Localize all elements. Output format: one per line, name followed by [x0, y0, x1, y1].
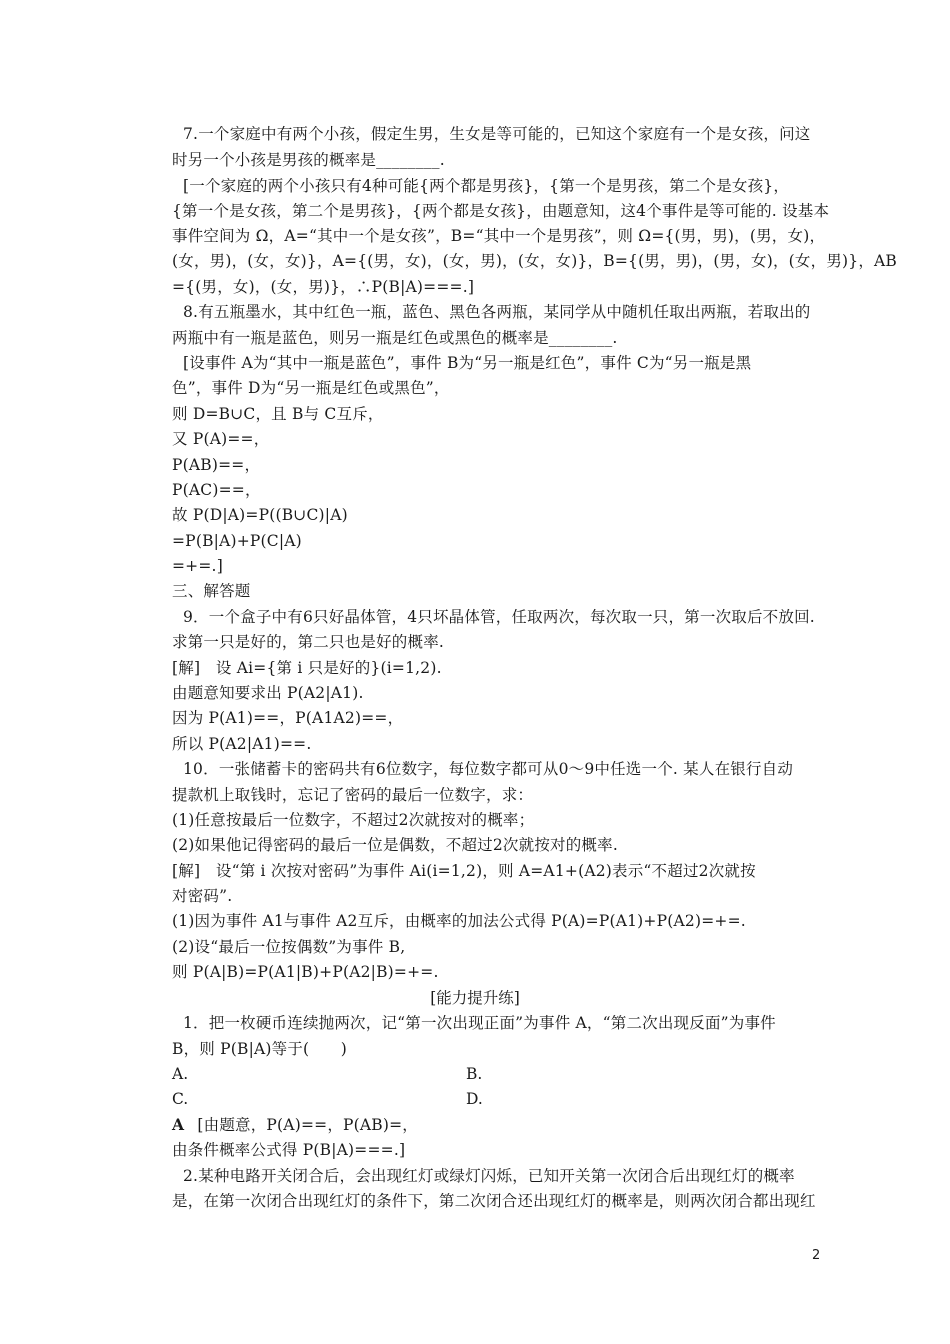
q8-solution-9: =+=.]: [172, 557, 223, 575]
p1-solution-2: 由条件概率公式得 P(B|A)===.]: [172, 1141, 406, 1159]
ability-section-title: [能力提升练]: [430, 989, 520, 1007]
q7-line-2: 时另一个小孩是男孩的概率是________.: [172, 151, 445, 169]
q9-solution-1: [解] 设 Ai={第 i 只是好的}(i=1,2).: [172, 659, 442, 677]
q10-line-1: 10．一张储蓄卡的密码共有6位数字，每位数字都可从0～9中任选一个. 某人在银行自动: [183, 760, 794, 778]
q8-solution-4: 又 P(A)==，: [172, 430, 270, 448]
q10-part-1: (1)任意按最后一位数字，不超过2次就按对的概率；: [172, 811, 535, 829]
q7-solution-3: 事件空间为 Ω，A=“其中一个是女孩”，B=“其中一个是男孩”，则 Ω={(男，男)，(男，女)，: [172, 227, 826, 245]
q8-solution-1: [设事件 A为“其中一瓶是蓝色”，事件 B为“另一瓶是红色”，事件 C为“另一瓶是黑: [183, 354, 752, 372]
option-c: C.: [172, 1090, 189, 1108]
q10-solution-3: (1)因为事件 A1与事件 A2互斥，由概率的加法公式得 P(A)=P(A1)+P(A2)=+=.: [172, 912, 746, 930]
p1-answer-line: [172, 1115, 418, 1135]
q9-solution-2: 由题意知要求出 P(A2|A1).: [172, 684, 364, 702]
p1-line-1: 1．把一枚硬币连续抛两次，记“第一次出现正面”为事件 A，“第二次出现反面”为事件: [183, 1014, 776, 1032]
q10-line-2: 提款机上取钱时，忘记了密码的最后一位数字，求：: [172, 786, 534, 804]
q10-part-2: (2)如果他记得密码的最后一位是偶数，不超过2次就按对的概率.: [172, 836, 618, 854]
option-a: A.: [172, 1065, 189, 1083]
q7-solution-2: {第一个是女孩，第二个是男孩}，{两个都是女孩}，由题意知，这4个事件是等可能的. 设基本: [172, 202, 830, 220]
q8-line-2: 两瓶中有一瓶是蓝色，则另一瓶是红色或黑色的概率是________.: [172, 329, 618, 347]
section-heading: 三、解答题: [172, 582, 251, 600]
p2-line-2: 是，在第一次闭合出现红灯的条件下，第二次闭合还出现红灯的概率是，则两次闭合都出现红: [172, 1192, 816, 1210]
q7-solution-5: ={(男，女)，(女，男)}，∴P(B|A)===.]: [172, 278, 475, 296]
q8-solution-7: 故 P(D|A)=P((B∪C)|A): [172, 506, 348, 524]
option-d: D.: [466, 1090, 483, 1108]
q8-solution-2: 色”，事件 D为“另一瓶是红色或黑色”，: [172, 379, 450, 397]
q8-solution-6: P(AC)==，: [172, 481, 261, 499]
q10-solution-1: [解] 设“第 i 次按对密码”为事件 Ai(i=1,2)，则 A=A1+(A2)表示“不超过2次就按: [172, 862, 756, 880]
p2-line-1: 2.某种电路开关闭合后，会出现红灯或绿灯闪烁，已知开关第一次闭合后出现红灯的概率: [183, 1167, 795, 1185]
q9-line-1: 9．一个盒子中有6只好晶体管，4只坏晶体管，任取两次，每次取一只，第一次取后不放回.: [183, 608, 815, 626]
q7-line-1: 7.一个家庭中有两个小孩，假定生男，生女是等可能的，已知这个家庭有一个是女孩，问这: [183, 125, 811, 143]
q7-solution-4: (女，男)，(女，女)}，A={(男，女)，(女，男)，(女，女)}，B={(男，男)，(男，女)，(女，男)}，AB: [172, 252, 898, 270]
q10-solution-4: (2)设“最后一位按偶数”为事件 B,: [172, 938, 406, 956]
p1-line-2: B，则 P(B|A)等于( ): [172, 1040, 347, 1058]
p1-answer: A: [172, 1115, 185, 1134]
q9-line-2: 求第一只是好的，第二只也是好的概率.: [172, 633, 445, 651]
option-b: B.: [466, 1065, 483, 1083]
q7-solution-1: [一个家庭的两个小孩只有4种可能{两个都是男孩}，{第一个是男孩，第二个是女孩}，: [183, 177, 790, 195]
q9-solution-3: 因为 P(A1)==，P(A1A2)==，: [172, 709, 404, 727]
q8-solution-3: 则 D=B∪C，且 B与 C互斥，: [172, 405, 384, 423]
q8-solution-8: =P(B|A)+P(C|A): [172, 532, 302, 550]
q8-solution-5: P(AB)==，: [172, 456, 261, 474]
p1-solution-1: [由题意，P(A)==，P(AB)=，: [197, 1116, 419, 1134]
q10-solution-2: 对密码”.: [172, 887, 233, 905]
q9-solution-4: 所以 P(A2|A1)==.: [172, 735, 312, 753]
q10-solution-5: 则 P(A|B)=P(A1|B)+P(A2|B)=+=.: [172, 963, 439, 981]
q8-line-1: 8.有五瓶墨水，其中红色一瓶，蓝色、黑色各两瓶，某同学从中随机任取出两瓶，若取出的: [183, 303, 811, 321]
page-number: 2: [812, 1248, 821, 1263]
